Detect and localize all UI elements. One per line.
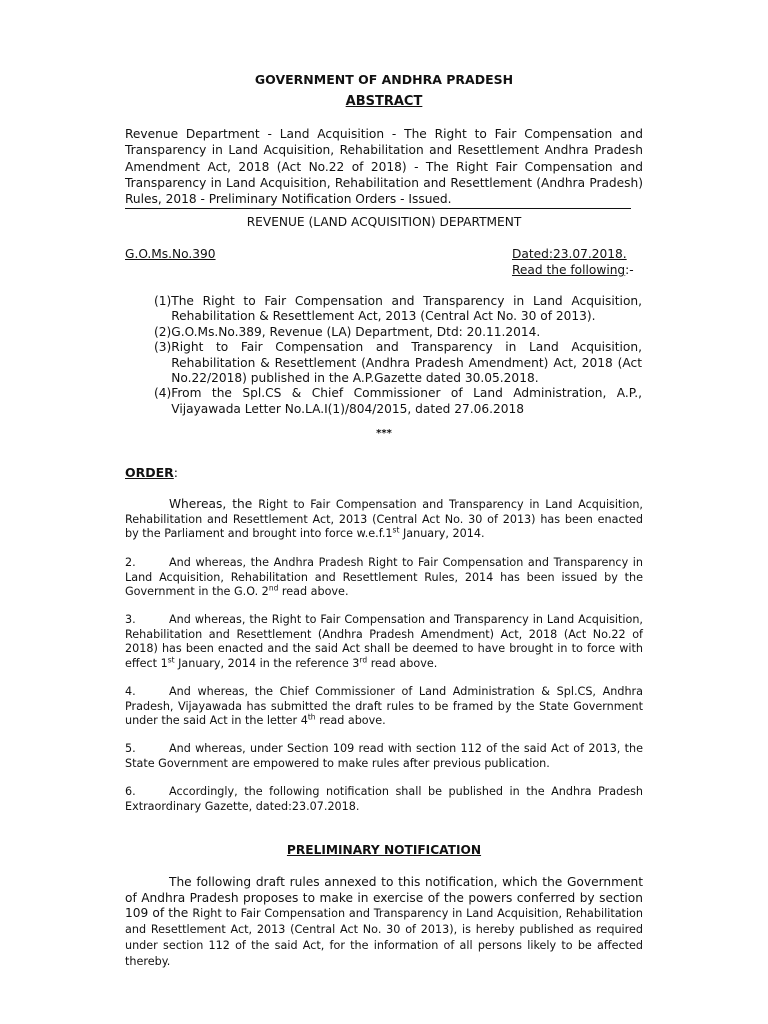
paragraph-text: And whereas, the Chief Commissioner of Land Administration & Spl.CS, Andhra Pradesh, Vijayawada has submitted the draft rules to be framed by the State Government under the said Act in the letter 4 <box>125 685 643 727</box>
paragraph-text: January, 2014 in the reference 3 <box>174 656 360 670</box>
reference-number: (1) <box>154 294 172 308</box>
horizontal-rule <box>125 208 631 209</box>
paragraph-text: And whereas, the Andhra Pradesh Right to Fair Compensation and Transparency in Land Acquisition, Rehabilitation and Resettlement Rules, 2014 has been issued by the Government in the G.O. 2 <box>125 556 643 598</box>
abstract-text: Revenue Department - Land Acquisition - The Right to Fair Compensation and Transparency in Land Acquisition, Rehabilitation and Resettlement Andhra Pradesh Amendment Act, 2018 (Act No.22 of 2018) - The Right Fair Compensation and Transparency in Land Acquisition, Rehabilitation and Resettlement (Andhra Pradesh) Rules, 2018 - Preliminary Notification Orders - Issued. <box>125 127 643 207</box>
read-following <box>512 263 634 277</box>
superscript: th <box>307 712 316 722</box>
paragraph-number: 2. <box>125 556 136 569</box>
order-paragraph-6 <box>125 785 643 814</box>
notification-paragraph <box>125 875 643 969</box>
reference-list <box>154 294 642 417</box>
notification-text: The following draft rules annexed to this notification, which the Government of Andhra Pradesh proposes to make in exercise of the powers conferred by section 109 of the <box>125 875 643 921</box>
reference-number: (4) <box>154 386 172 401</box>
department-name: REVENUE (LAND ACQUISITION) DEPARTMENT <box>246 215 522 229</box>
reference-number: (2) <box>154 324 172 339</box>
order-heading-suffix: : <box>173 465 179 480</box>
order-paragraph-5 <box>125 742 643 771</box>
reference-item <box>154 325 642 340</box>
notification-text: Right to Fair Compensation and Transparency in Land Acquisition, Rehabilitation and Resettlement Act, 2013 (Central Act No. 30 of 2013) <box>125 907 643 937</box>
reference-text: Right to Fair Compensation and Transparency in Land Acquisition, Rehabilitation & Resettlement (Andhra Pradesh Amendment) Act, 2018 (Act No.22/2018) published in the A.P.Gazette dated 30.05.2018. <box>171 340 642 386</box>
reference-text: G.O.Ms.No.389, Revenue (LA) Department, Dtd: 20.11.2014. <box>171 324 541 339</box>
abstract-heading: ABSTRACT <box>345 94 423 109</box>
go-number: G.O.Ms.No.390 <box>125 247 216 261</box>
date-value: Dated:23.07.2018. <box>512 247 627 261</box>
paragraph-number: 6. <box>125 785 136 798</box>
read-following-label: Read the following <box>512 263 626 277</box>
superscript: nd <box>268 583 279 593</box>
reference-number: (3) <box>154 340 172 355</box>
paragraph-text: And whereas, the Right to Fair Compensation and Transparency in Land Acquisition, Rehabilitation and Resettlement (Andhra Pradesh Amendment) Act, 2018 (Act No.22 of 2018) has been enacted and the said Act shall be deemed to have brought in to force with effect 1 <box>125 613 643 670</box>
reference-text: The Right to Fair Compensation and Transparency in Land Acquisition, Rehabilitation & Resettlement Act, 2013 (Central Act No. 30 of 2013). <box>171 294 642 324</box>
paragraph-number: 4. <box>125 685 136 698</box>
order-paragraph-4 <box>125 685 643 729</box>
paragraph-number: 3. <box>125 613 136 626</box>
paragraph-text: read above. <box>315 714 386 727</box>
read-following-suffix: :- <box>625 263 634 277</box>
paragraph-text: And whereas, under Section 109 read with section 112 of the said Act of 2013, the State Government are empowered to make rules after previous publication. <box>125 742 643 770</box>
government-title: GOVERNMENT OF ANDHRA PRADESH <box>254 72 514 87</box>
preliminary-notification-heading: PRELIMINARY NOTIFICATION <box>286 843 482 857</box>
paragraph-lead: Whereas, the <box>169 497 259 511</box>
order-heading-label: ORDER <box>125 465 174 480</box>
order-heading <box>125 465 178 480</box>
reference-item <box>154 386 642 417</box>
paragraph-text: read above. <box>367 656 438 670</box>
reference-item <box>154 294 642 325</box>
paragraph-text: Right to Fair Compensation and Transparency in Land Acquisition, Rehabilitation and Resettlement Act, 2013 (Central Act No. 30 of 2013) has been enacted by the Parliament and brought into force w.e.f.1 <box>125 498 643 540</box>
notification-text: , is hereby published as required under section 112 of the said Act, for the information of all persons likely to be affected thereby. <box>125 923 643 968</box>
superscript: st <box>167 654 175 664</box>
superscript: rd <box>359 654 368 664</box>
date-line <box>512 247 627 261</box>
order-paragraph-2 <box>125 556 643 600</box>
paragraph-text: Accordingly, the following notification shall be published in the Andhra Pradesh Extraordinary Gazette, dated:23.07.2018. <box>125 785 643 813</box>
paragraph-text: read above. <box>278 585 349 598</box>
separator-stars: *** <box>376 428 392 439</box>
paragraph-number: 5. <box>125 742 136 755</box>
reference-item <box>154 340 642 386</box>
order-paragraph-1 <box>125 497 643 542</box>
superscript: st <box>392 525 400 535</box>
reference-text: From the Spl.CS & Chief Commissioner of Land Administration, A.P., Vijayawada Letter No.LA.I(1)/804/2015, dated 27.06.2018 <box>171 386 642 416</box>
order-paragraph-3 <box>125 613 643 671</box>
paragraph-text: January, 2014. <box>399 527 485 540</box>
